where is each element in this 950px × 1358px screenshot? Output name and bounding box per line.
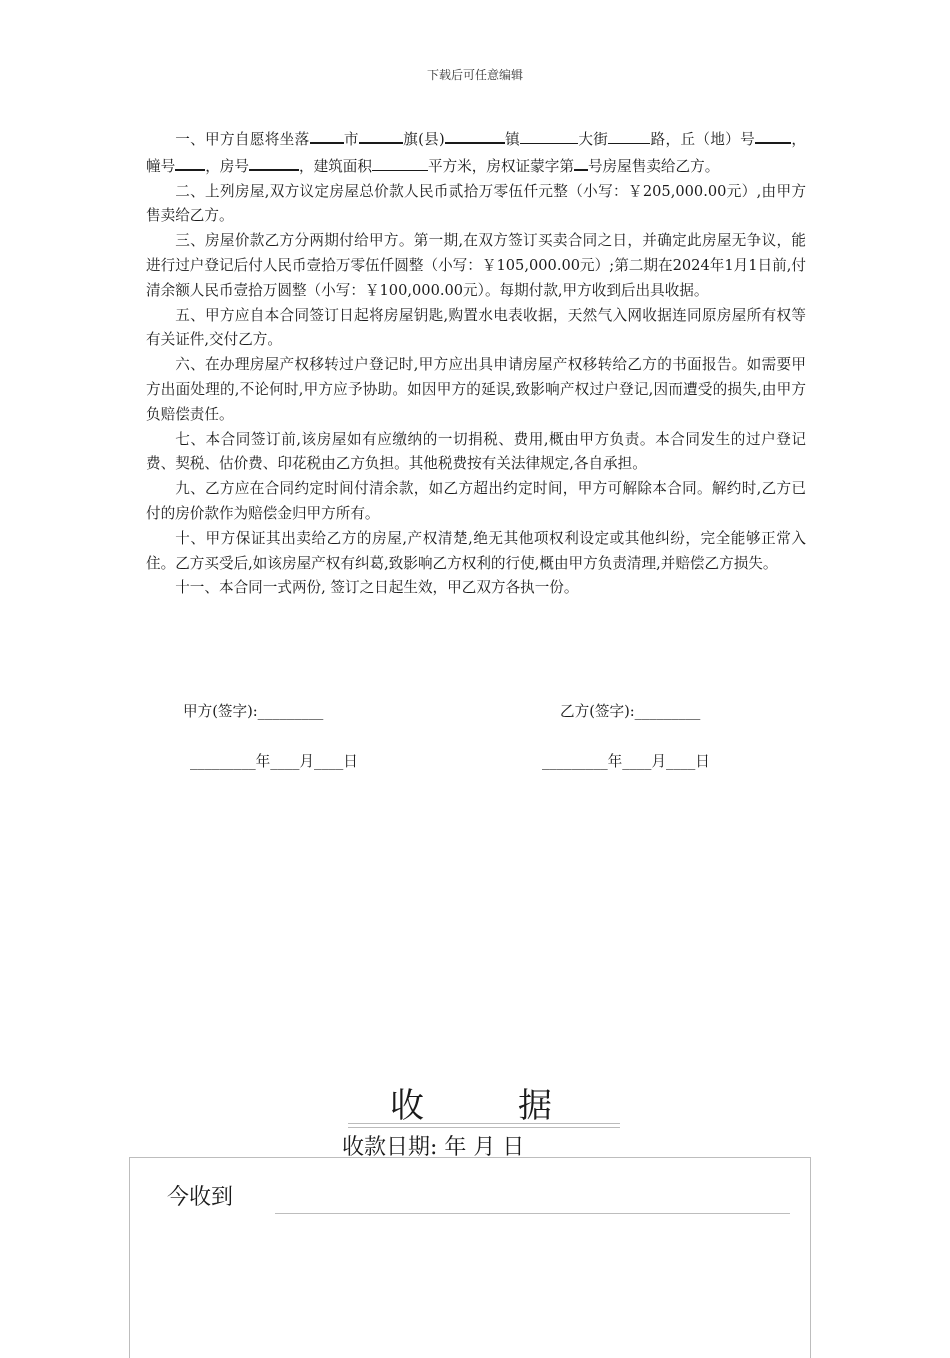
party-b-date[interactable]: _________年____月____日 xyxy=(542,753,710,770)
receipt-title xyxy=(390,1078,552,1127)
blank-building[interactable] xyxy=(175,153,205,171)
clause-10: 十、甲方保证其出卖给乙方的房屋,产权清楚,绝无其他项权利设定或其他纠纷，完全能够正常入住。乙方买受后,如该房屋产权有纠葛,致影响乙方权利的行使,概由甲方负责清理,并赔偿乙方损失。 xyxy=(146,529,806,572)
received-from-field[interactable] xyxy=(275,1213,790,1214)
blank-county[interactable] xyxy=(445,126,505,144)
clause-2: 二、上列房屋,双方议定房屋总价款人民币贰拾万零伍仟元整（小写：￥205,000.00元）,由甲方售卖给乙方。 xyxy=(146,182,806,225)
title-divider xyxy=(348,1123,620,1124)
clause-1-text: 一、甲方自愿将坐落 xyxy=(175,131,310,148)
clause-1-text: 路，丘（地）号 xyxy=(650,131,756,148)
clause-6: 六、在办理房屋产权移转过户登记时,甲方应出具申请房屋产权移转给乙方的书面报告。如需要甲方出面处理的,不论何时,甲方应予协助。如因甲方的延误,致影响产权过户登记,因而遭受的损失,由甲方负赔偿责任。 xyxy=(146,356,806,423)
received-from-label: 今收到 xyxy=(167,1185,234,1210)
clause-1-text: 平方米，房权证蒙字第 xyxy=(427,157,574,175)
blank-area[interactable] xyxy=(372,154,428,171)
clause-1-text: 号房屋售卖给乙方。 xyxy=(587,157,720,175)
clause-7: 七、本合同签订前,该房屋如有应缴纳的一切捐税、费用,概由甲方负责。本合同发生的过户登记费、契税、估价费、印花税由乙方负担。其他税费按有关法律规定,各自承担。 xyxy=(146,430,806,473)
blank-town[interactable] xyxy=(520,127,578,144)
blank-location[interactable] xyxy=(310,126,344,144)
receipt-title-char: 收 xyxy=(390,1086,424,1126)
clause-1-text: 大街 xyxy=(578,131,609,148)
clause-1-text: 镇 xyxy=(504,131,520,148)
clause-9: 九、乙方应在合同约定时间付清余款，如乙方超出约定时间，甲方可解除本合同。解约时,乙方已付的房价款作为赔偿金归甲方所有。 xyxy=(146,480,806,522)
clause-1-text: 旗(县) xyxy=(402,131,445,148)
title-divider xyxy=(348,1127,620,1128)
contract-body xyxy=(146,126,806,601)
clause-1-text: ，房号 xyxy=(205,157,249,175)
receipt-date[interactable]: 收款日期: 年 月 日 xyxy=(342,1135,525,1160)
clause-1-text: ，建筑面积 xyxy=(299,157,372,175)
party-a-signature[interactable]: 甲方(签字):_________ xyxy=(183,703,324,720)
clause-5: 五、甲方应自本合同签订日起将房屋钥匙,购置水电表收据，天然气入网收据连同原房屋所有权等有关证件,交付乙方。 xyxy=(146,306,806,349)
blank-street[interactable] xyxy=(608,127,650,144)
blank-certificate[interactable] xyxy=(574,153,588,171)
blank-room[interactable] xyxy=(249,153,299,171)
party-b-signature[interactable]: 乙方(签字):_________ xyxy=(560,703,701,720)
receipt-title-char: 据 xyxy=(518,1086,552,1126)
clause-1-text: ，幢号 xyxy=(146,131,806,175)
blank-lot[interactable] xyxy=(755,126,791,144)
download-note: 下载后可任意编辑 xyxy=(426,68,523,82)
clause-1 xyxy=(146,126,806,180)
blank-city[interactable] xyxy=(359,126,403,144)
clause-1-text: 市 xyxy=(343,131,359,148)
party-a-date[interactable]: _________年____月____日 xyxy=(190,753,358,770)
clause-11: 十一、本合同一式两份, 签订之日起生效，甲乙双方各执一份。 xyxy=(175,579,579,597)
clause-3: 三、房屋价款乙方分两期付给甲方。第一期,在双方签订买卖合同之日，并确定此房屋无争议，能进行过户登记后付人民币壹拾万零伍仟圆整（小写：￥105,000.00元）;第二期在2024年1月1日前,付清余额人民币壹拾万圆整（小写：￥100,000.00元）。每期付款,甲方收到后出具收据。 xyxy=(146,232,806,299)
